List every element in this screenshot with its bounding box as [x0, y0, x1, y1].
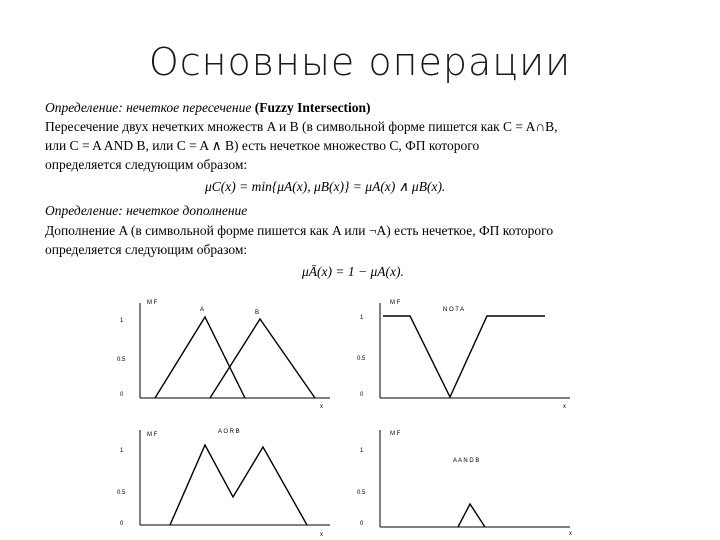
intersection-formula: μC(x) = min{μA(x), μB(x)} = μA(x) ∧ μB(x). [205, 179, 446, 194]
tick-label: 0 [120, 521, 124, 527]
intersection-line-2: или C = A AND B, или C = A ∧ B) есть нечеткое множество C, ФП которого [45, 138, 480, 153]
a-or-b-curve [170, 445, 307, 525]
tick-label: 0.5 [117, 357, 126, 363]
x-axis-label: x [320, 532, 323, 538]
tick-label: 1 [360, 448, 364, 454]
tick-label: 0 [120, 392, 124, 398]
definition-label: Определение: [45, 203, 123, 218]
set-a-curve [155, 317, 245, 398]
complement-term: нечеткое дополнение [126, 203, 248, 218]
mf-axis-label: M F [390, 300, 401, 306]
complement-heading [45, 203, 247, 219]
intersection-line-1: Пересечение двух нечетких множеств A и B (в символьной форме пишется как C = A∩B, [45, 119, 558, 134]
set-b-label: B [255, 310, 260, 316]
plot-a-and-b [345, 422, 585, 540]
not-a-curve [383, 316, 545, 397]
tick-label: 1 [120, 318, 124, 324]
definition-label: Определение: [45, 100, 123, 115]
tick-label: 0.5 [117, 490, 126, 496]
intersection-heading [45, 100, 371, 116]
plot-not-a [345, 295, 585, 410]
set-a-label: A [200, 307, 205, 313]
tick-label: 0 [360, 521, 364, 527]
intersection-line-3: определяется следующим образом: [45, 157, 248, 172]
a-and-b-label: A A N D B [453, 458, 480, 464]
x-axis-label: x [320, 404, 323, 410]
complement-formula: μĀ(x) = 1 − μA(x). [302, 264, 404, 279]
tick-label: 1 [360, 315, 364, 321]
plot-a-b-sets [115, 295, 345, 410]
complement-line-2: определяется следующим образом: [45, 242, 248, 257]
not-a-label: N O T A [443, 307, 465, 313]
complement-line-1: Дополнение A (в символьной форме пишется как A или ¬A) есть нечеткое, ФП которого [45, 223, 554, 238]
tick-label: 0 [360, 392, 364, 398]
x-axis-label: x [563, 404, 566, 410]
slide-title: Основные операции [148, 40, 572, 84]
tick-label: 0.5 [357, 490, 366, 496]
a-or-b-label: A O R B [218, 429, 240, 435]
a-and-b-curve [458, 504, 485, 527]
mf-axis-label: M F [147, 432, 158, 438]
plot-a-or-b [115, 422, 345, 540]
mf-axis-label: M F [390, 431, 401, 437]
intersection-english-term: (Fuzzy Intersection) [254, 100, 371, 115]
mf-axis-label: M F [147, 300, 158, 306]
intersection-term: нечеткое пересечение [126, 100, 252, 115]
x-axis-label: x [569, 531, 572, 537]
tick-label: 0.5 [357, 356, 366, 362]
tick-label: 1 [120, 448, 124, 454]
